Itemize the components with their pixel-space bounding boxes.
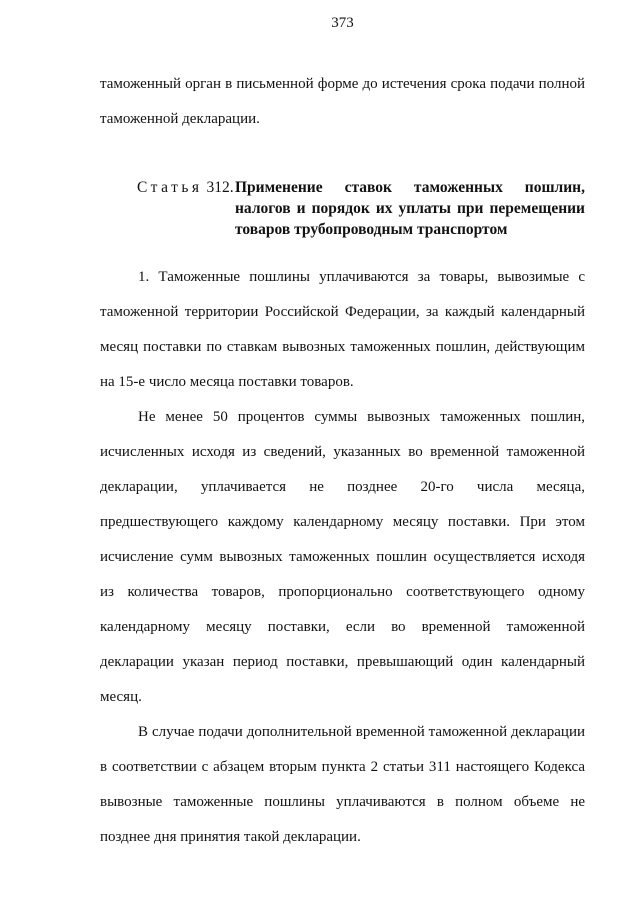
text-line: 1. Таможенные пошлины уплачиваются за товары, вывозимые с [138,269,585,285]
continuation-paragraph [100,67,585,137]
text-line: позднее дня принятия такой декларации. [100,829,361,845]
text-line: исчисление сумм вывозных таможенных пошлин осуществляется исходя [100,549,585,565]
text-line: Не менее 50 процентов суммы вывозных таможенных пошлин, [138,409,585,425]
article-label-number: 312. [206,179,234,196]
text-line: В случае подачи дополнительной временной таможенной декларации [138,724,585,740]
article-heading [137,177,585,240]
article-title-line: товаров трубопроводным транспортом [235,221,508,238]
text-line: декларации указан период поставки, превышающий один календарный [100,654,585,670]
article-body [100,260,585,855]
text-line: календарному месяцу поставки, если во временной таможенной [100,619,585,635]
article-title-line: Применение ставок таможенных пошлин, [235,179,585,196]
article-label [137,177,235,198]
paragraph-2 [100,400,585,715]
article-label-word: Статья [137,179,203,196]
text-line: исчисленных исходя из сведений, указанных во временной таможенной [100,444,585,460]
page-number: 373 [331,15,354,31]
text-line: месяц поставки по ставкам вывозных таможенных пошлин, действующим [100,339,585,355]
text-line: таможенный орган в письменной форме до истечения срока подачи полной [100,76,585,92]
text-line: таможенной декларации. [100,111,260,127]
paragraph-3 [100,715,585,855]
text-line: месяц. [100,689,142,705]
article-title-line: налогов и порядок их уплаты при перемещении [235,200,585,217]
text-line: декларации, уплачивается не позднее 20-го числа месяца, [100,479,585,495]
text-line: на 15-е число месяца поставки товаров. [100,374,354,390]
article-title [235,177,585,240]
text-line: таможенной территории Российской Федерации, за каждый календарный [100,304,585,320]
text-line: в соответствии с абзацем вторым пункта 2 статьи 311 настоящего Кодекса [100,759,585,775]
text-line: предшествующего каждому календарному месяцу поставки. При этом [100,514,585,530]
text-line: из количества товаров, пропорционально соответствующего одному [100,584,585,600]
text-line: вывозные таможенные пошлины уплачиваются в полном объеме не [100,794,585,810]
paragraph-1 [100,260,585,400]
